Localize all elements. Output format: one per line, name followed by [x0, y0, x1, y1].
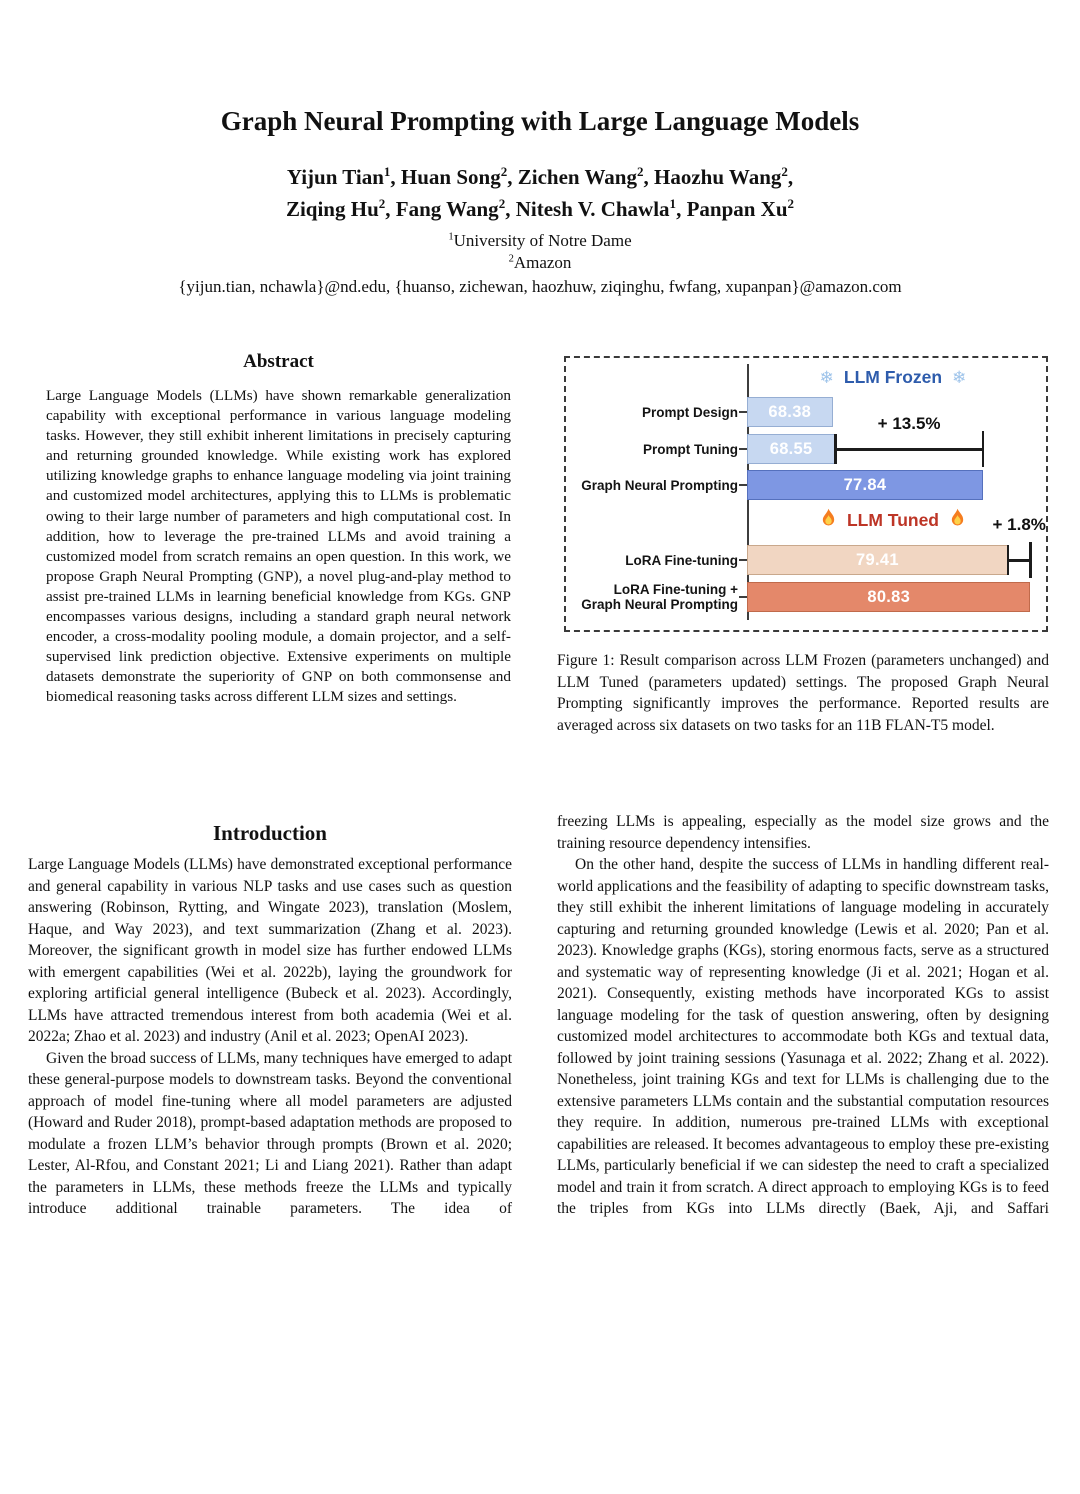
annotation-cap-left — [834, 434, 837, 464]
introduction-paragraph-2: Given the broad success of LLMs, many techniques have emerged to adapt these general-purpose models to downstream tasks. Beyond the conventional approach of model fine-tuning where all model parameters are adjusted (Howard and Ruder 2018), prompt-based adaptation methods are proposed to modulate a frozen LLM’s behavior through prompts (Brown et al. 2020; Lester, Al-Rfou, and Constant 2021; Li and Liang 2021). Rather than adapt the parameters in LLMs, these methods freeze the LLMs and typically introduce additional trainable parameters. The idea of — [28, 1049, 512, 1217]
introduction-heading: Introduction — [213, 821, 327, 845]
introduction-section — [28, 821, 512, 1220]
author-emails: {yijun.tian, nchawla}@nd.edu, {huanso, zichewan, haozhuw, ziqinghu, fwfang, xupanpan}@amazon.com — [178, 277, 902, 296]
chart-bar-lora-fine-tuning — [747, 545, 1008, 575]
chart-label-graph-neural-prompting — [566, 470, 738, 500]
chart-bar-value: 79.41 — [856, 550, 899, 569]
chart-group-title-llm-frozen — [747, 367, 1039, 388]
chart-label-line: LoRA Fine-tuning — [625, 552, 738, 568]
author-superscript: 1 — [669, 196, 677, 211]
author-line-1: Yijun Tian$^1$, Huan Song$^2$, Zichen Wang$^2$, Haozhu Wang$^2$, — [286, 164, 794, 189]
chart-label-prompt-tuning — [566, 434, 738, 464]
abstract-heading: Abstract — [243, 351, 314, 372]
annotation-line — [1008, 559, 1031, 562]
paper-title: Graph Neural Prompting with Large Language Models — [220, 106, 860, 136]
annotation-text: + 1.8% — [992, 515, 1046, 534]
chart-label-line: LoRA Fine-tuning + — [613, 582, 738, 597]
axis-tick — [739, 411, 747, 413]
annotation-cap-right — [982, 431, 985, 467]
chart-bar-graph-neural-prompting — [747, 470, 983, 500]
chart-label-lora-fine-tuning-graph-neural-prompting — [566, 582, 738, 612]
chart-label-line: Graph Neural Prompting — [581, 597, 738, 612]
chart-bar-prompt-tuning — [747, 434, 835, 464]
author-superscript: 2 — [636, 164, 644, 179]
chart-bar-prompt-design — [747, 397, 833, 427]
chart-label-prompt-design — [566, 397, 738, 427]
abstract-section — [46, 351, 511, 708]
figure-1-caption: Figure 1: Result comparison across LLM Frozen (parameters unchanged) and LLM Tuned (parameters updated) settings. The proposed Graph Neural Prompting significantly improves the performance. Reported results are averaged across six datasets on two tasks for an 11B FLAN-T5 model. — [557, 652, 1049, 734]
author-superscript: 2 — [781, 164, 788, 179]
chart-label-line: Prompt Design — [641, 404, 738, 420]
flame-icon-wrap — [949, 508, 966, 533]
right-column-body — [557, 811, 1049, 1220]
annotation-text: + 13.5% — [877, 414, 941, 433]
chart-bar-value: 80.83 — [867, 587, 911, 606]
axis-tick — [739, 484, 747, 486]
group-title-text: LLM Tuned — [846, 510, 939, 530]
snowflake-icon: ❄ — [952, 367, 967, 387]
annotation-cap-left — [1007, 545, 1010, 575]
figure-1-chart — [564, 356, 1048, 632]
axis-tick — [739, 448, 747, 450]
snowflake-icon: ❄ — [819, 367, 834, 387]
group-title-text: LLM Frozen — [843, 367, 943, 387]
chart-bar-value: 77.84 — [843, 475, 887, 494]
author-superscript: 2 — [498, 196, 506, 211]
affiliation-2: $^2$Amazon — [508, 253, 572, 272]
chart-bar-value: 68.38 — [768, 402, 812, 421]
abstract-text: Large Language Models (LLMs) have shown remarkable generalization capability with exceptional performance in various language modeling tasks. However, they still exhibit inherent limitations in precisely capturing and returning grounded knowledge. While existing work has explored utilizing knowledge graphs to enhance language modeling via joint training and customized model architectures, applying this to LLMs is problematic owing to their large number of parameters and high computational cost. In addition, how to leverage the pre-trained LLMs and avoid training a customized model from scratch remains an open question. In this work, we propose Graph Neural Prompting (GNP), a novel plug-and-play method to assist pre-trained LLMs in learning beneficial knowledge from KGs. GNP encompasses various designs, including a standard graph neural network encoder, a cross-modality pooling module, a domain projector, and a self-supervised link prediction objective. Extensive experiments on multiple datasets demonstrate the superiority of GNP on both commonsense and biomedical reasoning tasks across different LLM sizes and settings. — [46, 387, 511, 706]
bar-chart — [566, 358, 1045, 629]
right-paragraph-2: On the other hand, despite the success of LLMs in handling different real-world applications and the feasibility of adapting to specific downstream tasks, they still exhibit the inherent limitations of language modeling in accurately capturing and returning grounded knowledge (Lewis et al. 2020; Pan et al. 2023). Knowledge graphs (KGs), storing enormous facts, serve as a structured and systematic way of representing knowledge (Ji et al. 2021; Hogan et al. 2021). Consequently, existing methods have incorporated KGs to assist language modeling for the task of question answering, often by designing customized model architectures to accommodate both KGs and textual data, followed by joint training sessions (Yasunaga et al. 2022; Zhang et al. 2022). Nonetheless, joint training KGs and text for LLMs is challenging due to the extensive parameters LLMs contain and the substantial computation resources they require. In addition, numerous pre-trained LLMs with exceptional capabilities are released. It becomes advantageous to employ these pre-existing LLMs, particularly beneficial if we can sidestep the need to craft a specialized model and train it from scratch. A direct approach to employing KGs is to feed the triples from KGs into LLMs directly (Baek, Aji, and Saffari — [557, 856, 1049, 1217]
flame-icon — [820, 508, 837, 528]
author-superscript: 2 — [508, 253, 514, 265]
flame-icon — [949, 508, 966, 528]
annotation-cap-right — [1029, 542, 1032, 578]
chart-label-lora-fine-tuning — [566, 545, 738, 575]
right-paragraph-1: freezing LLMs is appealing, especially as the model size grows and the training resource dependency intensifies. — [557, 813, 1049, 852]
introduction-paragraph-1: Large Language Models (LLMs) have demonstrated exceptional performance and general capability in various NLP tasks and use cases such as question answering (Robinson, Rytting, and Wingate 2023), translation (Moslem, Haque, and Way 2023), and text summarization (Zhang et al. 2023). Moreover, the significant growth in model size has further endowed LLMs with emergent capabilities (Wei et al. 2022b), laying the groundwork for exploring artificial general intelligence (Bubeck et al. 2023). Accordingly, LLMs have attracted tremendous interest from both academia (Wei et al. 2022a; Zhao et al. 2023) and industry (Anil et al. 2023; OpenAI 2023). — [28, 856, 512, 1045]
chart-bar-lora-fine-tuning-graph-neural-prompting — [747, 582, 1030, 612]
author-superscript: 2 — [787, 196, 795, 211]
flame-icon-wrap — [820, 508, 837, 533]
author-line-2: Ziqing Hu$^2$, Fang Wang$^2$, Nitesh V. Chawla$^1$, Panpan Xu$^2$ — [285, 196, 795, 221]
chart-bar-value: 68.55 — [769, 439, 813, 458]
chart-label-line: Prompt Tuning — [643, 441, 738, 457]
axis-tick — [739, 596, 747, 598]
annotation-line — [835, 448, 983, 451]
axis-tick — [739, 559, 747, 561]
author-superscript: 2 — [378, 196, 386, 211]
affiliation-1: $^1$University of Notre Dame — [448, 231, 632, 250]
author-superscript: 1 — [383, 164, 391, 179]
author-superscript: 2 — [500, 164, 508, 179]
author-superscript: 1 — [448, 231, 454, 243]
chart-label-line: Graph Neural Prompting — [581, 477, 738, 493]
